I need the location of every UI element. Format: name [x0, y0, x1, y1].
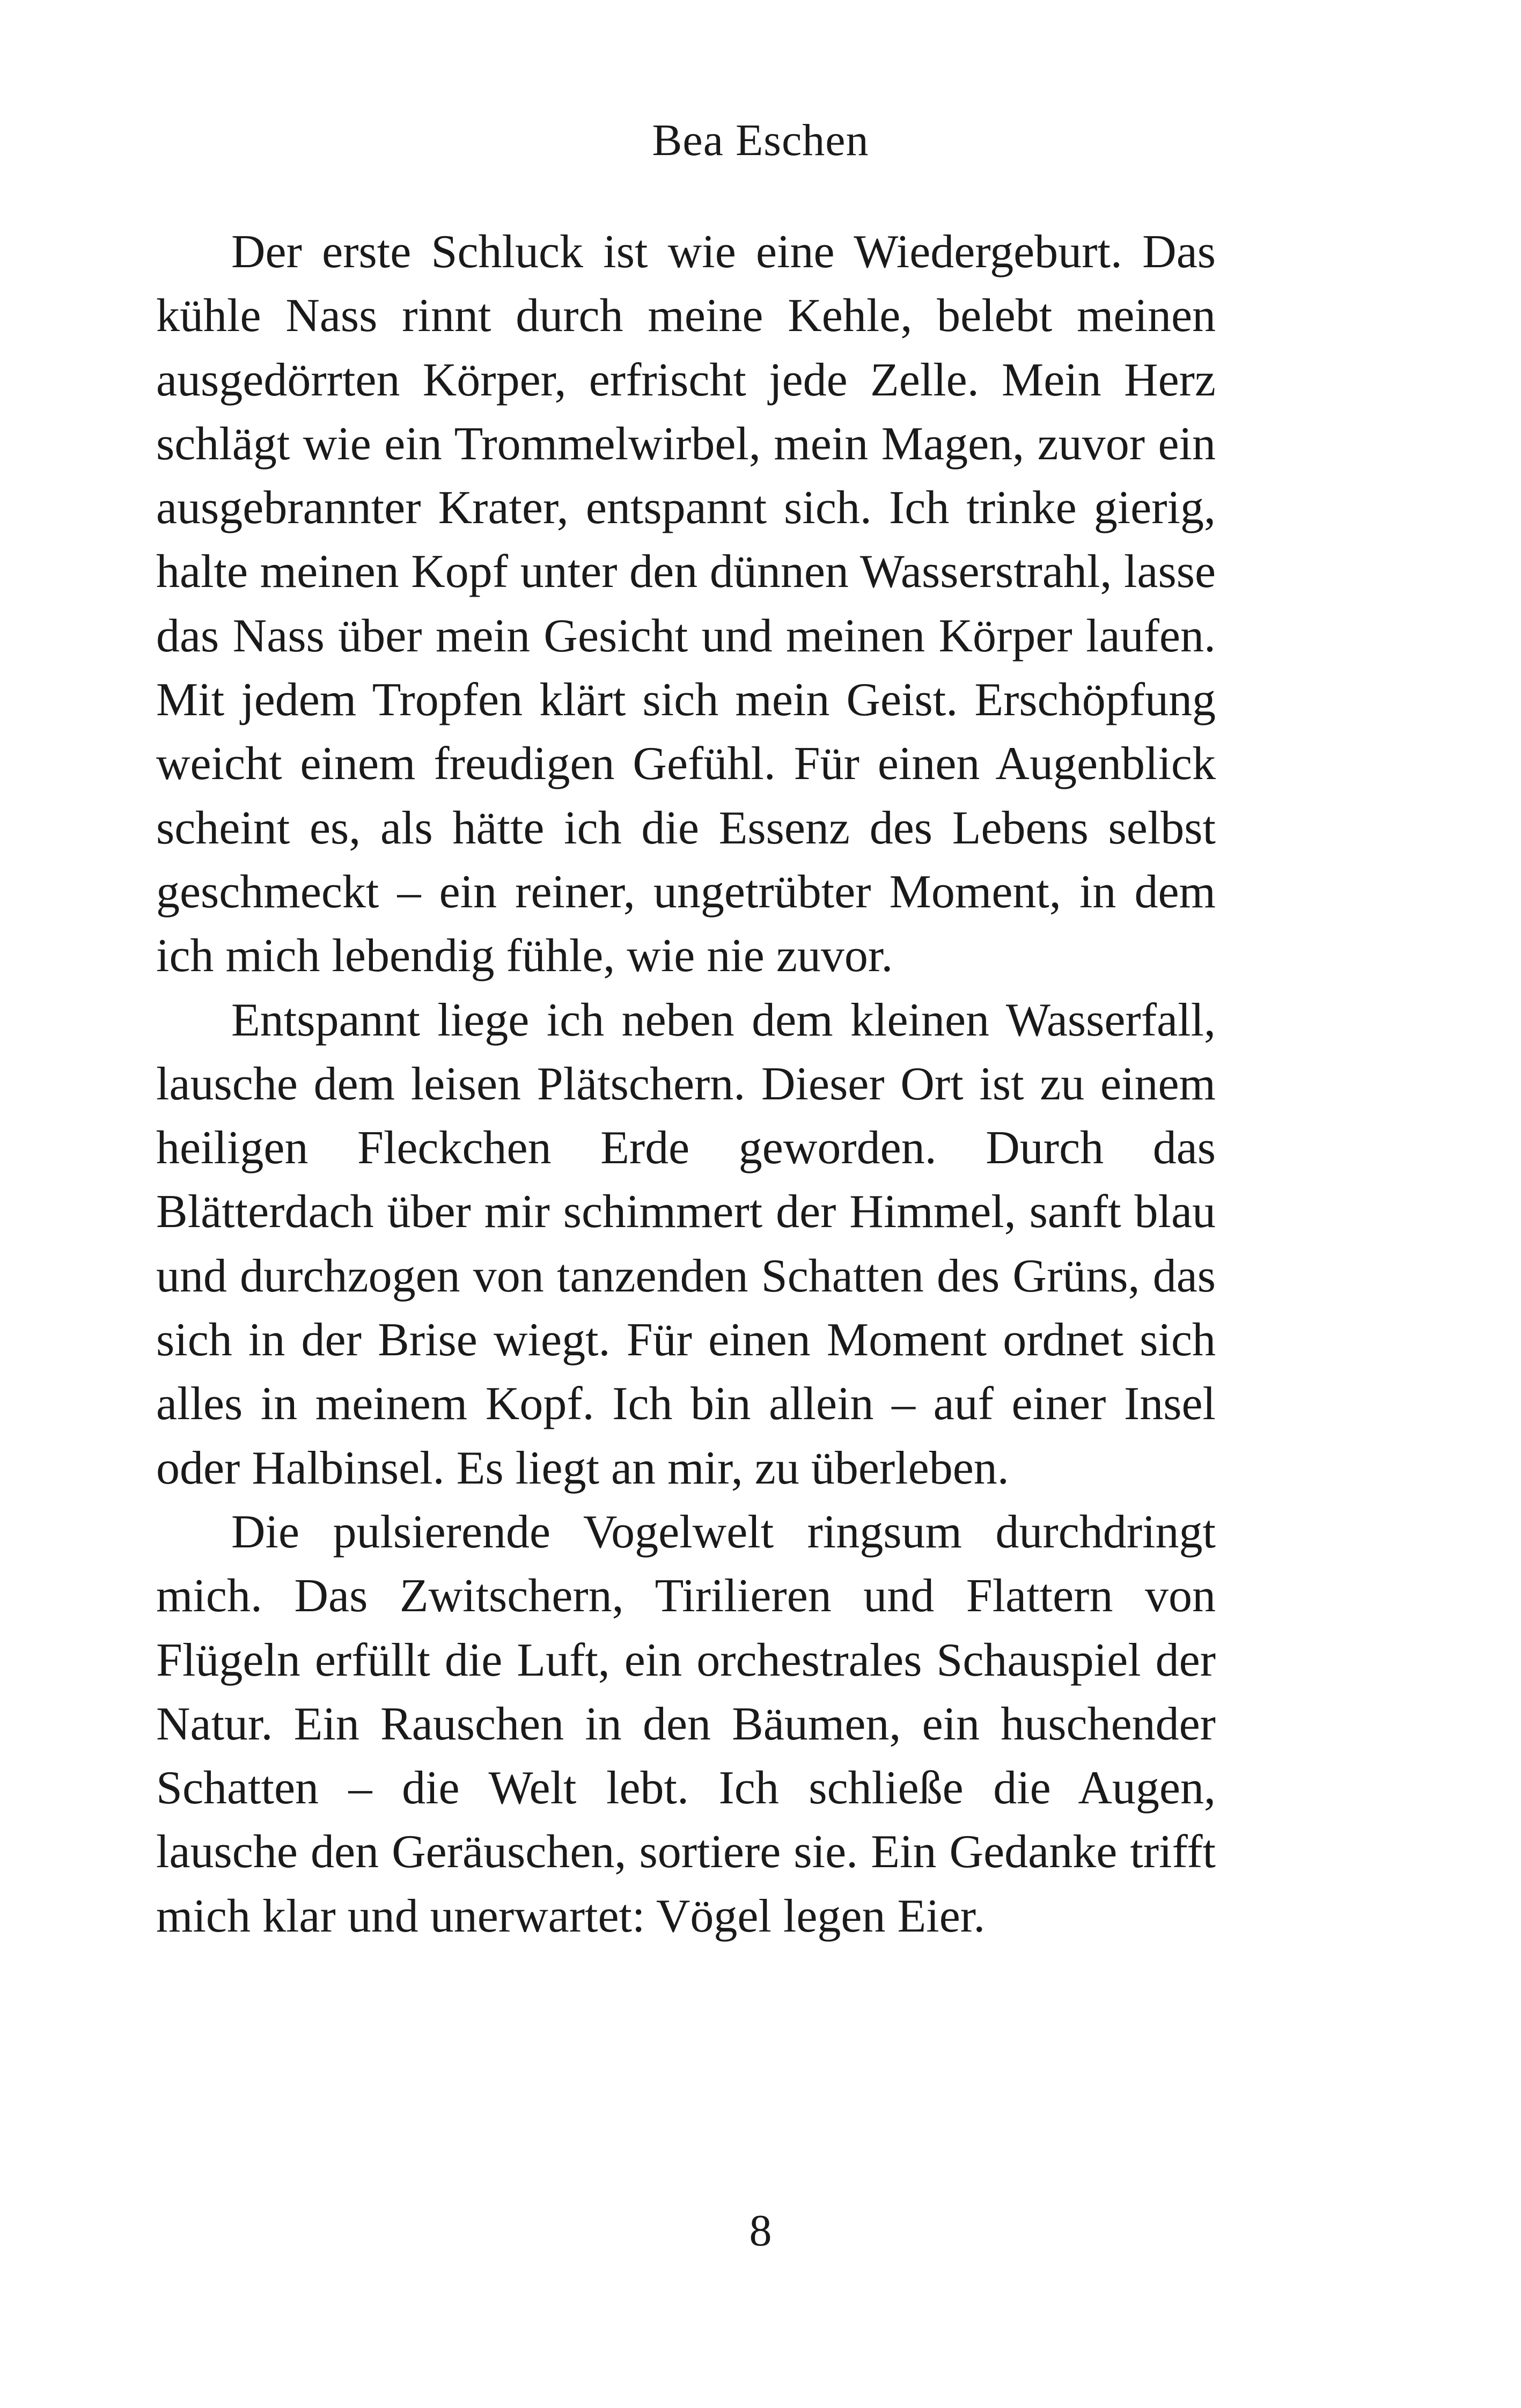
paragraph-3: Die pulsierende Vogelwelt ringsum durchdringt mich. Das Zwitschern, Tirilieren und Flattern von Flügeln erfüllt die Luft, ein orchestrales Schauspiel der Natur. Ein Rauschen in den Bäumen, ein huschender Schatten – die Welt lebt. Ich schließe die Augen, lausche den Geräuschen, sortiere sie. Ein Gedanke trifft mich klar und unerwartet: Vögel legen Eier.	[156, 1506, 1216, 1942]
running-head-author: Bea Eschen	[652, 115, 869, 165]
page-number: 8	[749, 2206, 772, 2256]
body-text	[156, 220, 1216, 1948]
paragraph-1: Der erste Schluck ist wie eine Wiedergeburt. Das kühle Nass rinnt durch meine Kehle, belebt meinen ausgedörrten Körper, erfrischt jede Zelle. Mein Herz schlägt wie ein Trommelwirbel, mein Magen, zuvor ein ausgebrannter Krater, entspannt sich. Ich trinke gierig, halte meinen Kopf unter den dünnen Wasserstrahl, lasse das Nass über mein Gesicht und meinen Körper laufen. Mit jedem Tropfen klärt sich mein Geist. Erschöpfung weicht einem freudigen Gefühl. Für einen Augenblick scheint es, als hätte ich die Essenz des Lebens selbst geschmeckt – ein reiner, ungetrübter Moment, in dem ich mich lebendig fühle, wie nie zuvor.	[156, 226, 1216, 982]
paragraph-2: Entspannt liege ich neben dem kleinen Wasserfall, lausche dem leisen Plätschern. Dieser Ort ist zu einem heiligen Fleckchen Erde geworden. Durch das Blätterdach über mir schimmert der Himmel, sanft blau und durchzogen von tanzenden Schatten des Grüns, das sich in der Brise wiegt. Für einen Moment ordnet sich alles in meinem Kopf. Ich bin allein – auf einer Insel oder Halbinsel. Es liegt an mir, zu überleben.	[156, 994, 1216, 1494]
